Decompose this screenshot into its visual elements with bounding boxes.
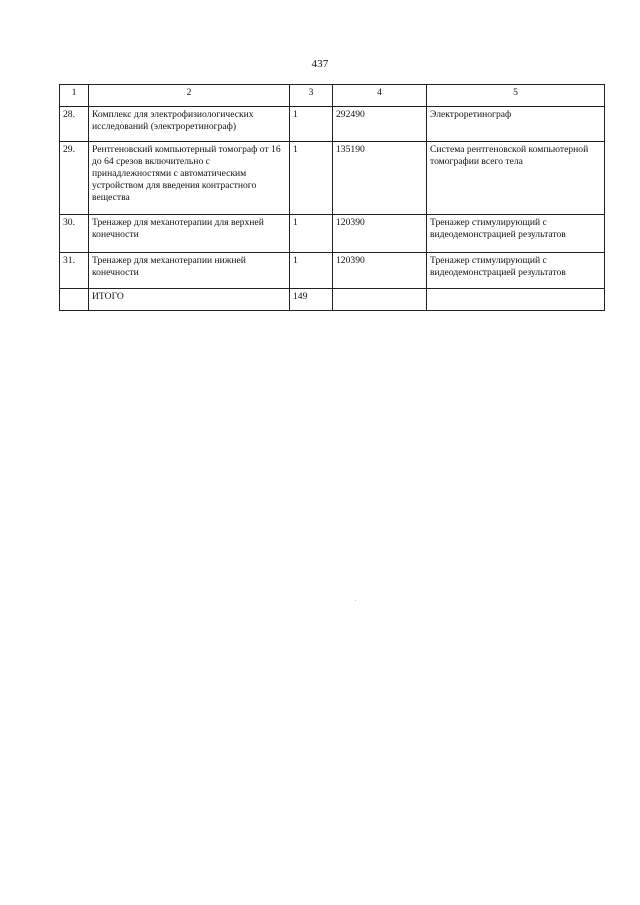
column-header-5: 5	[427, 85, 605, 107]
equipment-description: Тренажер стимулирующий с видеодемонстрацией результатов	[427, 215, 605, 253]
row-number: 29.	[60, 142, 89, 215]
total-quantity: 149	[290, 289, 333, 311]
row-number: 28.	[60, 107, 89, 142]
table-row	[60, 215, 605, 253]
equipment-quantity: 1	[290, 215, 333, 253]
scan-speck	[355, 600, 356, 601]
table-row	[60, 253, 605, 289]
total-empty-cell	[427, 289, 605, 311]
column-header-2: 2	[89, 85, 290, 107]
total-empty-cell	[60, 289, 89, 311]
row-number: 31.	[60, 253, 89, 289]
equipment-table	[59, 84, 605, 311]
equipment-quantity: 1	[290, 253, 333, 289]
equipment-code: 120390	[333, 253, 427, 289]
table-row	[60, 142, 605, 215]
page-number: 437	[311, 58, 329, 70]
column-header-3: 3	[290, 85, 333, 107]
equipment-quantity: 1	[290, 107, 333, 142]
equipment-name: Комплекс для электрофизиологических исследований (электроретинограф)	[89, 107, 290, 142]
equipment-quantity: 1	[290, 142, 333, 215]
column-header-1: 1	[60, 85, 89, 107]
column-header-4: 4	[333, 85, 427, 107]
equipment-code: 292490	[333, 107, 427, 142]
table-header-row	[60, 85, 605, 107]
table-row	[60, 107, 605, 142]
equipment-code: 120390	[333, 215, 427, 253]
equipment-name: Тренажер для механотерапии нижней конечности	[89, 253, 290, 289]
equipment-code: 135190	[333, 142, 427, 215]
equipment-description: Система рентгеновской компьютерной томографии всего тела	[427, 142, 605, 215]
row-number: 30.	[60, 215, 89, 253]
total-row	[60, 289, 605, 311]
equipment-name: Рентгеновский компьютерный томограф от 16 до 64 срезов включительно с принадлежностями с автоматическим устройством для введения контрастного вещества	[89, 142, 290, 215]
equipment-description: Тренажер стимулирующий с видеодемонстрацией результатов	[427, 253, 605, 289]
equipment-description: Электроретинограф	[427, 107, 605, 142]
total-label: ИТОГО	[89, 289, 290, 311]
equipment-name: Тренажер для механотерапии для верхней конечности	[89, 215, 290, 253]
total-empty-cell	[333, 289, 427, 311]
